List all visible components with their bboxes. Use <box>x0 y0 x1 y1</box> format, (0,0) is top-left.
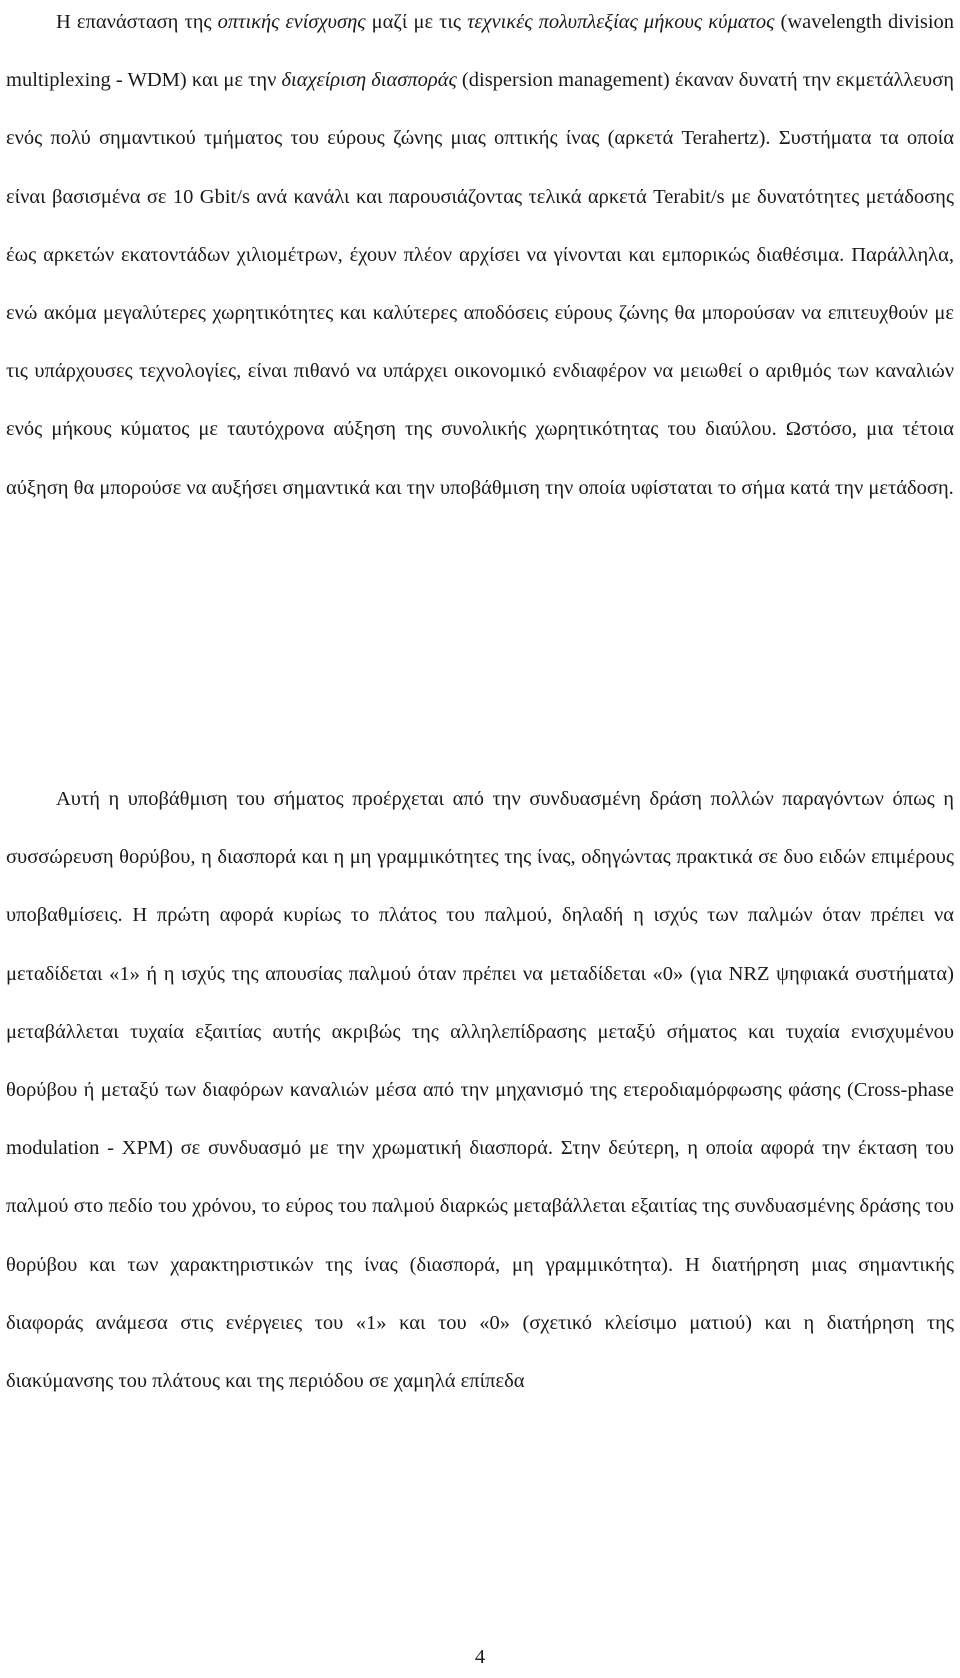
paragraph-1-run-7: (dispersion management) έκαναν δυνατή την εκμετάλλευση ενός πολύ σημαντικού τμήματος του εύρους ζώνης μιας οπτικής ίνας (αρκετά Terahertz). Συστήματα τα οποία είναι βασισμένα σε 10 Gbit/s ανά κανάλι και παρουσιάζοντας τελικά αρκετά Terabit/s με δυνατότητες μετάδοσης έως αρκετών εκατοντάδων χιλιομέτρων, έχουν πλέον αρχίσει να γίνονται και εμπορικώς διαθέσιμα. Παράλληλα, ενώ ακόμα μεγαλύτερες χωρητικότητες και καλύτερες αποδόσεις εύρους ζώνης θα μπορούσαν να επιτευχθούν με τις υπάρχουσες τεχνολογίες, είναι πιθανό να υπάρχει οικονομικό ενδιαφέρον να μειωθεί ο αριθμός των καναλιών ενός μήκους κύματος με ταυτόχρονα αύξηση της συνολικής χωρητικότητας του διαύλου. Ωστόσο, μια τέτοια αύξηση θα μπορούσε να αυξήσει σημαντικά και την υποβάθμιση την οποία υφίσταται το σήμα κατά την μετάδοση. <box>6 69 954 499</box>
paragraph-1 <box>6 0 954 517</box>
paragraph-1-run-5: (wavelength division multiplexing - WDM) και με την <box>6 11 955 92</box>
paragraph-1-run-1: Η επανάσταση της <box>56 11 218 33</box>
italic-term-optical-amplification: οπτικής ενίσχυσης <box>217 11 366 33</box>
italic-term-dispersion-management: διαχείριση διασποράς <box>281 69 457 92</box>
paragraph-2: Αυτή η υποβάθμιση του σήματος προέρχεται από την συνδυασμένη δράση πολλών παραγόντων όπως η συσσώρευση θορύβου, η διασπορά και η μη γραμμικότητες της ίνας, οδηγώντας πρακτικά σε δυο ειδών επιμέρους υποβαθμίσεις. Η πρώτη αφορά κυρίως το πλάτος του παλμού, δηλαδή η ισχύς των παλμών όταν πρέπει να μεταδίδεται «1» ή η ισχύς της απουσίας παλμού όταν πρέπει να μεταδίδεται «0» (για NRZ ψηφιακά συστήματα) μεταβάλλεται τυχαία εξαιτίας αυτής ακριβώς της αλληλεπίδρασης μεταξύ σήματος και τυχαία ενισχυμένου θορύβου ή μεταξύ των διαφόρων καναλιών μέσα από την μηχανισμό της ετεροδιαμόρφωσης φάσης (Cross-phase modulation - XPM) σε συνδυασμό με την χρωματική διασπορά. Στην δεύτερη, η οποία αφορά την έκταση του παλμού στο πεδίο του χρόνου, το εύρος του παλμού διαρκώς μεταβάλλεται εξαιτίας της συνδυασμένης δράσης του θορύβου και των χαρακτηριστικών της ίνας (διασπορά, μη γραμμικότητα). Η διατήρηση μιας σημαντικής διαφοράς ανάμεσα στις ενέργειες του «1» και του «0» (σχετικό κλείσιμο ματιού) και η διατήρηση της διακύμανσης του πλάτους και της περιόδου σε χαμηλά επίπεδα <box>6 788 954 1393</box>
paragraph-1-run-3: μαζί με τις <box>365 11 468 33</box>
page-number: 4 <box>474 1646 486 1668</box>
italic-term-wdm: τεχνικές πολυπλεξίας μήκους κύματος <box>467 11 775 33</box>
